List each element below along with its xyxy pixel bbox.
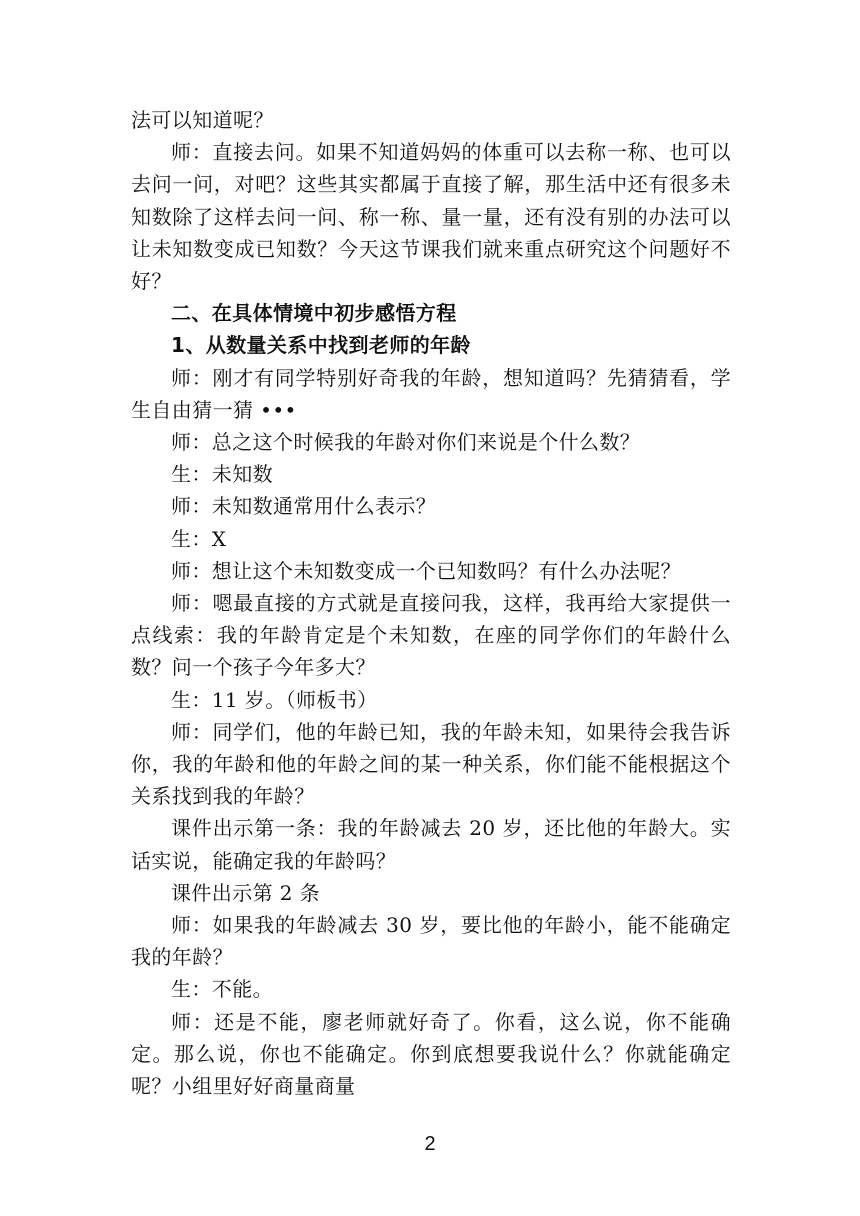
paragraph: 师：同学们，他的年龄已知，我的年龄未知，如果待会我告诉你，我的年龄和他的年龄之间的某一种关系，你们能不能根据这个关系找到我的年龄？ bbox=[131, 719, 731, 809]
paragraph: 生：X bbox=[171, 526, 227, 551]
subsection-heading: 1、从数量关系中找到老师的年龄 bbox=[171, 333, 471, 358]
paragraph: 法可以知道呢？ bbox=[131, 108, 274, 132]
paragraph: 生：不能。 bbox=[171, 977, 273, 1002]
section-heading: 二、在具体情境中初步感悟方程 bbox=[171, 301, 457, 326]
paragraph: 师：想让这个未知数变成一个已知数吗？有什么办法呢？ bbox=[171, 558, 681, 583]
paragraph: 课件出示第 2 条 bbox=[171, 880, 321, 905]
paragraph: 师：如果我的年龄减去 30 岁，要比他的年龄小，能不能确定我的年龄？ bbox=[131, 913, 731, 970]
paragraph: 师：嗯最直接的方式就是直接问我，这样，我再给大家提供一点线索：我的年龄肯定是个未知数，在座的同学你们的年龄什么数？问一个孩子今年多大？ bbox=[131, 591, 731, 680]
page-number: 2 bbox=[424, 1133, 436, 1155]
body-text bbox=[131, 104, 731, 1102]
paragraph: 师：还是不能，廖老师就好奇了。你看，这么说，你不能确定。那么说，你也不能确定。你到底想要我说什么？你就能确定呢？小组里好好商量商量 bbox=[131, 1009, 731, 1099]
paragraph: 生：未知数 bbox=[171, 462, 273, 487]
paragraph: 生：11 岁。（师板书） bbox=[171, 687, 378, 712]
paragraph: 师：刚才有同学特别好奇我的年龄，想知道吗？先猜猜看，学生自由猜一猜 ••• bbox=[131, 365, 731, 422]
paragraph: 师：总之这个时候我的年龄对你们来说是个什么数？ bbox=[171, 430, 641, 455]
paragraph: 课件出示第一条：我的年龄减去 20 岁，还比他的年龄大。实话实说，能确定我的年龄吗？ bbox=[131, 816, 731, 873]
paragraph: 师：未知数通常用什么表示？ bbox=[171, 494, 437, 519]
paragraph: 师：直接去问。如果不知道妈妈的体重可以去称一称、也可以去问一问，对吧？这些其实都属于直接了解，那生活中还有很多未知数除了这样去问一问、称一称、量一量，还有没有别的办法可以让未知数变成已知数？今天这节课我们就来重点研究这个问题好不好？ bbox=[131, 140, 731, 294]
